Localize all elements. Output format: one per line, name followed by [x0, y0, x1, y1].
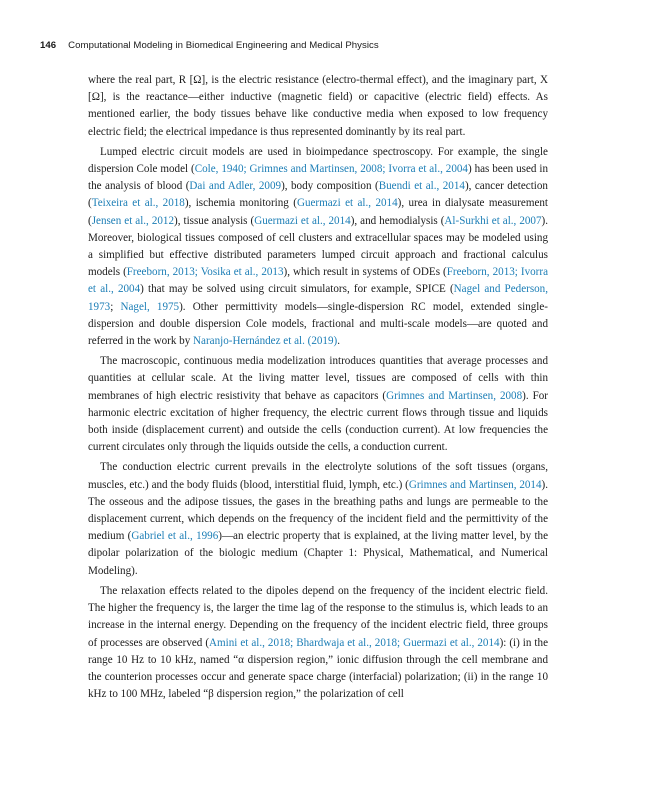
text-run: ) has been used in the analysis of blood (	[88, 163, 548, 193]
text-run: .	[337, 335, 340, 348]
text-run: The conduction electric current prevails in the electrolyte solutions of the soft tissues (organs, muscles, etc.) and the body fluids (blood, interstitial fluid, lymph, etc.) (	[88, 461, 548, 491]
text-run: ), tissue analysis (	[174, 214, 255, 227]
text-run: ), which result in systems of ODEs (	[283, 266, 447, 279]
citation-link[interactable]: Al-Surkhi et al., 2007	[444, 214, 542, 227]
text-run: Lumped electric circuit models are used in bioimpedance spectroscopy. For example, the single dispersion Cole model (	[88, 145, 548, 176]
text-run: ), cancer detection (	[88, 180, 548, 210]
citation-link[interactable]: Freeborn, 2013; Ivorra et al., 2004	[88, 266, 548, 296]
citation-link[interactable]: Freeborn, 2013; Vosika et al., 2013	[126, 266, 284, 279]
citation-link[interactable]: Buendi et al., 2014	[378, 180, 465, 193]
paragraph	[88, 583, 548, 703]
running-header	[40, 40, 600, 54]
text-run: ), and hemodialysis (	[350, 214, 445, 227]
citation-link[interactable]: Guermazi et al., 2014	[296, 197, 398, 210]
text-run: ;	[110, 300, 121, 313]
paragraph	[88, 353, 548, 456]
citation-link[interactable]: Nagel and Pederson, 1973	[88, 283, 549, 313]
citation-link[interactable]: Guermazi et al., 2014	[254, 214, 351, 227]
page-number: 146	[40, 40, 57, 51]
text-run: ), ischemia monitoring (	[184, 197, 297, 210]
text-run: ), urea in dialysate measurement (	[88, 197, 549, 227]
paragraph	[88, 72, 548, 141]
text-run: The relaxation effects related to the dipoles depend on the frequency of the incident electric field. The higher the frequency is, the larger the time lag of the response to the stimulus is, which leads to an increase in the internal energy. Depending on the frequency of the incident electric field, three groups of processes are observed (	[88, 584, 548, 649]
text-run: ). Other permittivity models—single-dispersion RC model, extended single-dispersion and double dispersion Cole models, fractional and multi-scale models—are quoted and referred in the work by	[88, 300, 548, 348]
citation-link[interactable]: Grimnes and Martinsen, 2008	[386, 389, 523, 402]
paragraph	[88, 144, 548, 350]
running-title: Computational Modeling in Biomedical Engineering and Medical Physics	[68, 40, 379, 51]
citation-link[interactable]: Jensen et al., 2012	[91, 214, 175, 227]
citation-link[interactable]: Teixeira et al., 2018	[91, 197, 185, 210]
citation-link[interactable]: Naranjo-Hernández et al. (2019)	[193, 335, 338, 348]
text-run: ), body composition (	[281, 180, 379, 193]
citation-link[interactable]: Dai and Adler, 2009	[189, 180, 282, 193]
text-run: The macroscopic, continuous media modelization introduces quantities that average processes and quantities at cellular scale. At the living matter level, tissues are composed of cells with thin membranes of high electric resistivity that behave as capacitors (	[88, 355, 548, 402]
citation-link[interactable]: Cole, 1940; Grimnes and Martinsen, 2008; Ivorra et al., 2004	[194, 163, 468, 176]
paragraph	[88, 459, 548, 579]
text-run: ). For harmonic electric excitation of higher frequency, the electric current flows through tissue and liquids both inside (displacement current) and outside the cells (conduction current). At low frequencies the current circulates only through the liquids outside the cells, a conduction current.	[88, 389, 548, 454]
main-text	[88, 72, 548, 706]
text-run: ) that may be solved using circuit simulators, for example, SPICE (	[140, 283, 454, 296]
text-run: ). Moreover, biological tissues composed of cell clusters and extracellular spaces may be modeled using a simplified but effective distributed parameters lumped circuit approach and fractional calculus models (	[88, 214, 548, 279]
citation-link[interactable]: Grimnes and Martinsen, 2014	[408, 478, 542, 491]
citation-link[interactable]: Amini et al., 2018; Bhardwaja et al., 2018; Guermazi et al., 2014	[209, 636, 500, 649]
citation-link[interactable]: Gabriel et al., 1996	[131, 530, 219, 543]
text-run: where the real part, R [Ω], is the electric resistance (electro-thermal effect), and the imaginary part, X [Ω], is the reactance—either inductive (magnetic field) or capacitive (electric field) effects. As mentioned earlier, the body tissues behave like conductive media when exposed to low frequency electric field; the electrical impedance is thus represented dominantly by its real part.	[88, 74, 548, 138]
text-run: ). The osseous and the adipose tissues, the gases in the breathing paths and lungs are permeable to the displacement current, which depends on the frequency of the incident field and the permittivity of the medium (	[88, 478, 548, 543]
text-run: )—an electric property that is explained, at the living matter level, by the dipolar polarization of the biologic medium (Chapter 1: Physical, Mathematical, and Numerical Modeling).	[88, 530, 548, 577]
citation-link[interactable]: Nagel, 1975	[120, 300, 180, 313]
text-run: ): (i) in the range 10 Hz to 10 kHz, named “α dispersion region,” ionic diffusion through the cell membrane and the counterion processes occur and generate space charge (interfacial) polarization; (ii) in the range 10 kHz to 100 MHz, labeled “β dispersion region,” the polarization of cell	[88, 636, 548, 701]
